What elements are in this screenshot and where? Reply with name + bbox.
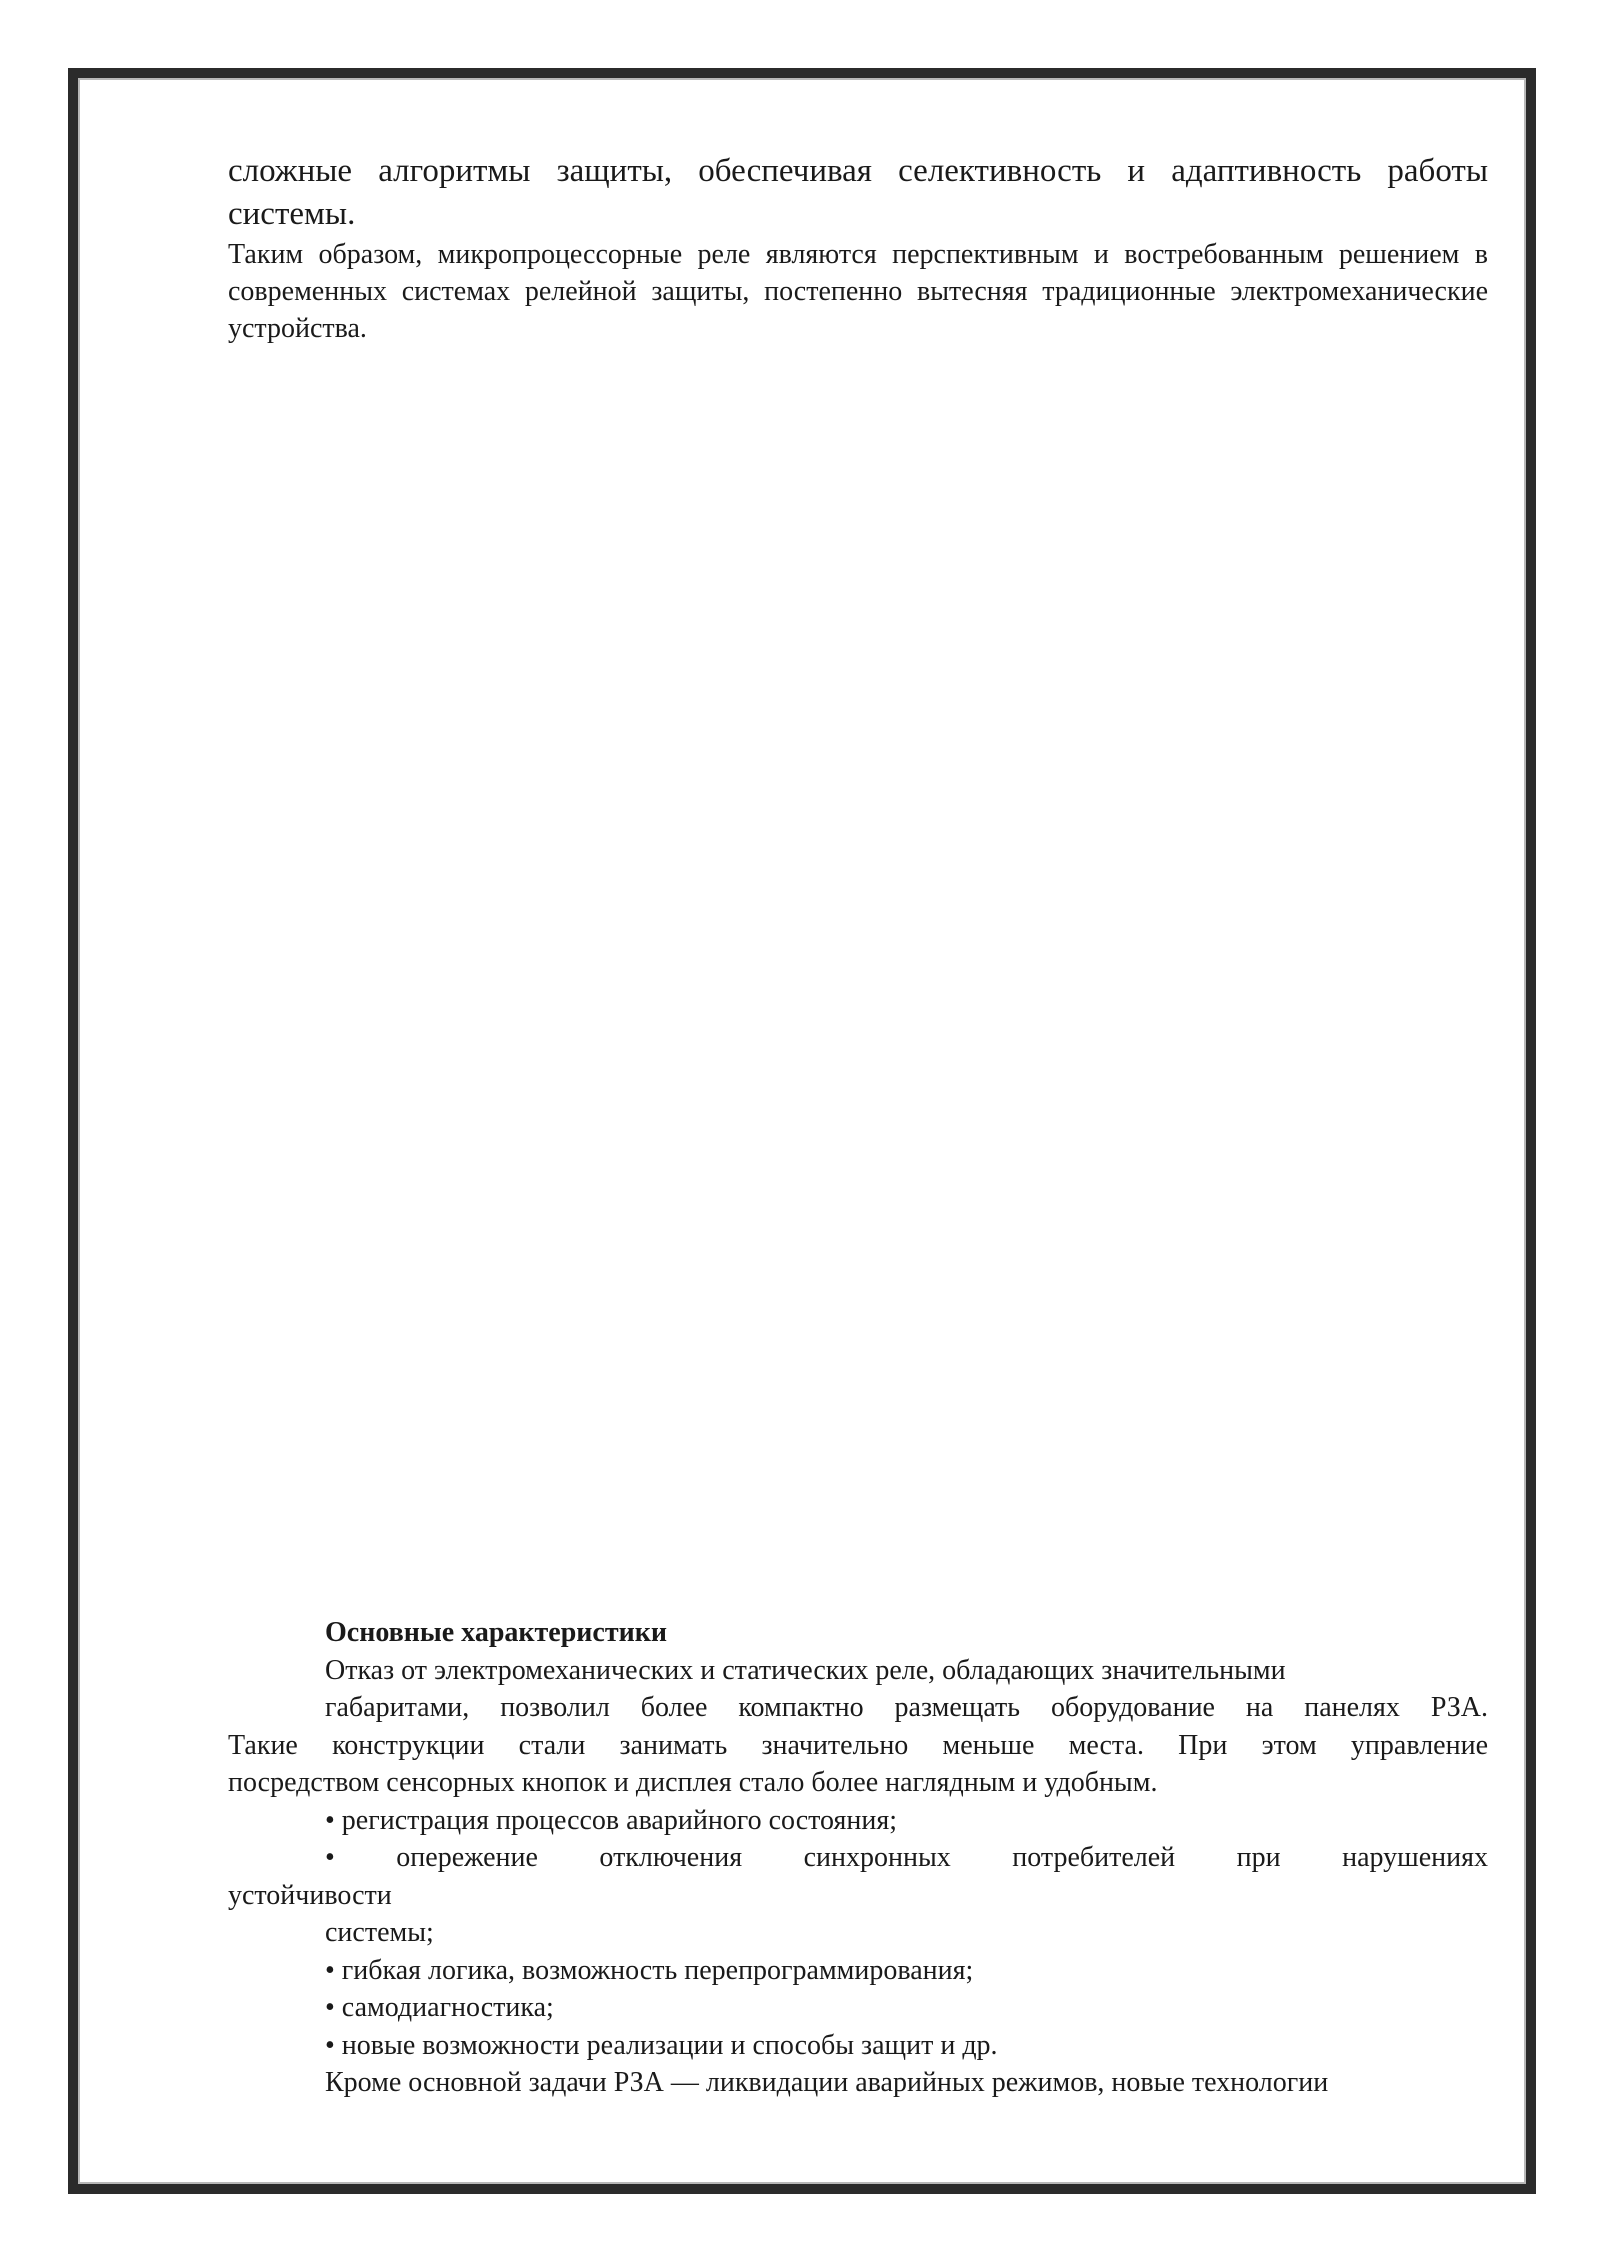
bullet-item-1: • регистрация процессов аварийного состояния;	[325, 1804, 897, 1836]
intro-line-3: Такие конструкции стали занимать значительно меньше места. При этом управление	[228, 1729, 1488, 1761]
bullet-item-5: • новые возможности реализации и способы защит и др.	[325, 2029, 998, 2061]
bullet-item-4: • самодиагностика;	[325, 1992, 554, 2023]
intro-line-1: Отказ от электромеханических и статических реле, обладающих значительными	[325, 1654, 1286, 1686]
closing-line: Кроме основной задачи РЗА — ликвидации аварийных режимов, новые технологии	[325, 2067, 1329, 2098]
bullet-item-2-line-2: устойчивости	[228, 1879, 392, 1911]
section-main-characteristics	[228, 1614, 1488, 2102]
top-text-block	[228, 150, 1488, 347]
paragraph-algorithms: сложные алгоритмы защиты, обеспечивая селективность и адаптивность работы системы.	[228, 153, 1488, 232]
section-heading: Основные характеристики	[325, 1617, 667, 1648]
intro-line-4: посредством сенсорных кнопок и дисплея стало более наглядным и удобным.	[228, 1767, 1158, 1798]
intro-line-2: габаритами, позволил более компактно размещать оборудование на панелях РЗА.	[325, 1692, 1488, 1723]
bullet-item-3: • гибкая логика, возможность перепрограммирования;	[325, 1954, 974, 1986]
paragraph-conclusion: Таким образом, микропроцессорные реле являются перспективным и востребованным решением в современных системах релейной защиты, постепенно вытесняя традиционные электромеханические устройства.	[228, 239, 1488, 344]
bullet-item-2-line-1: • опережение отключения синхронных потребителей при нарушениях	[325, 1842, 1488, 1873]
bullet-item-2-line-3: системы;	[325, 1917, 434, 1948]
